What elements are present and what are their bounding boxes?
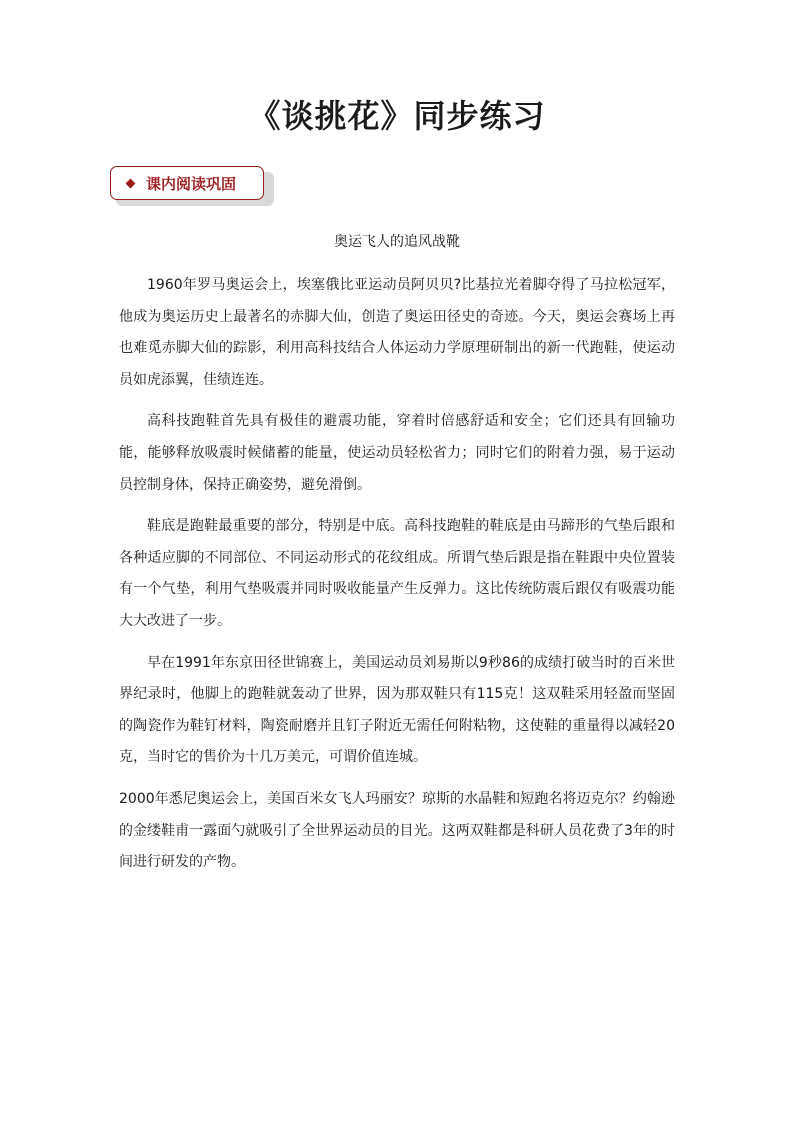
paragraph-3: 鞋底是跑鞋最重要的部分，特别是中底。高科技跑鞋的鞋底是由马蹄形的气垫后跟和各种适应脚的不同部位、不同运动形式的花纹组成。所谓气垫后跟是指在鞋跟中央位置装有一个气垫，利用气垫吸震并同时吸收能量产生反弹力。这比传统防震后跟仅有吸震功能大大改进了一步。 [119, 518, 675, 629]
diamond-bullet-icon [126, 178, 136, 188]
page-title: 《谈挑花》同步练习 [248, 97, 546, 135]
paragraph-1: 1960年罗马奥运会上，埃塞俄比亚运动员阿贝贝?比基拉光着脚夺得了马拉松冠军，他成为奥运历史上最著名的赤脚大仙，创造了奥运田径史的奇迹。今天，奥运会赛场上再也难觅赤脚大仙的踪影，利用高科技结合人体运动力学原理研制出的新一代跑鞋，使运动员如虎添翼，佳绩连连。 [119, 277, 675, 388]
article-title: 奥运飞人的追风战靴 [334, 234, 460, 250]
section-label: 课内阅读巩固 [146, 174, 237, 193]
article-body [119, 270, 675, 889]
paragraph-5: 2000年悉尼奥运会上，美国百米女飞人玛丽安？琼斯的水晶鞋和短跑名将迈克尔？约翰逊的金缕鞋甫一露面勺就吸引了全世界运动员的目光。这两双鞋都是科研人员花费了3年的时间进行研发的产物。 [119, 790, 675, 871]
paragraph-2: 高科技跑鞋首先具有极佳的避震功能，穿着时倍感舒适和安全；它们还具有回输功能，能够释放吸震时候储蓄的能量，使运动员轻松省力；同时它们的附着力强，易于运动员控制身体，保持正确姿势，避免滑倒。 [119, 413, 675, 493]
section-header-box [110, 166, 264, 200]
section-header [110, 166, 280, 206]
paragraph-4: 早在1991年东京田径世锦赛上，美国运动员刘易斯以9秒86的成绩打破当时的百米世界纪录时，他脚上的跑鞋就轰动了世界，因为那双鞋只有115克！这双鞋采用轻盈而坚固的陶瓷作为鞋钉材料，陶瓷耐磨并且钉子附近无需任何附粘物，这使鞋的重量得以减轻20克，当时它的售价为十几万美元，可谓价值连城。 [119, 654, 675, 766]
